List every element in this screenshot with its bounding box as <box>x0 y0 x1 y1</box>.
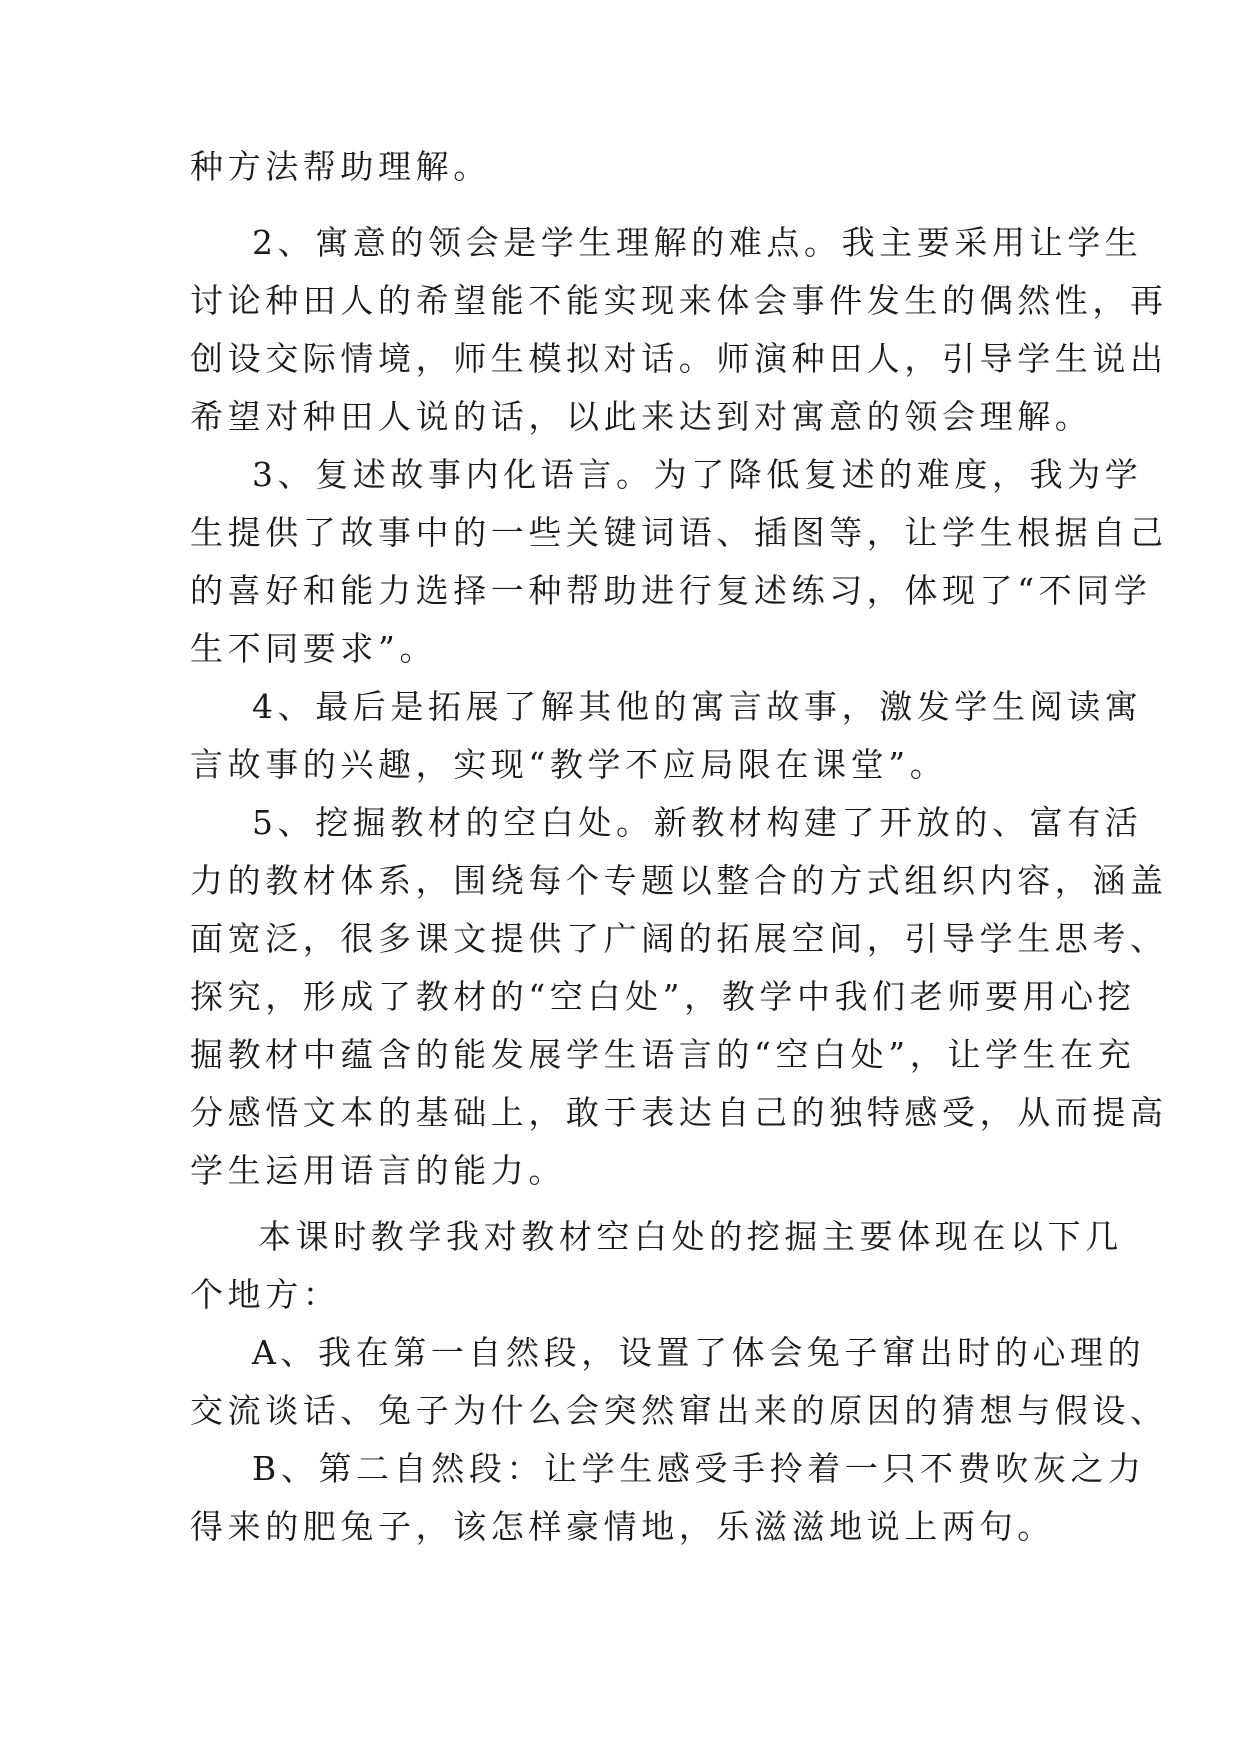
text-line: 生提供了故事中的一些关键词语、插图等，让学生根据自己 <box>190 513 1168 552</box>
text-line: 学生运用语言的能力。 <box>190 1151 566 1190</box>
text-line: 生不同要求”。 <box>190 629 438 668</box>
text-line: B、第二自然段：让学生感受手拎着一只不费吹灰之力 <box>252 1449 1146 1488</box>
text-line: 面宽泛，很多课文提供了广阔的拓展空间，引导学生思考、 <box>190 919 1168 958</box>
text-line: 5、挖掘教材的空白处。新教材构建了开放的、富有活 <box>252 803 1143 842</box>
text-line: A、我在第一自然段，设置了体会兔子窜出时的心理的 <box>252 1333 1146 1372</box>
text-line: 创设交际情境，师生模拟对话。师演种田人，引导学生说出 <box>190 339 1168 378</box>
text-line: 的喜好和能力选择一种帮助进行复述练习，体现了“不同学 <box>190 571 1152 610</box>
text-line: 力的教材体系，围绕每个专题以整合的方式组织内容，涵盖 <box>190 861 1168 900</box>
text-line: 希望对种田人说的话，以此来达到对寓意的领会理解。 <box>190 397 1093 436</box>
text-line: 言故事的兴趣，实现“教学不应局限在课堂”。 <box>190 745 948 784</box>
text-line: 交流谈话、兔子为什么会突然窜出来的原因的猜想与假设、 <box>190 1391 1168 1430</box>
text-line: 讨论种田人的希望能不能实现来体会事件发生的偶然性，再 <box>190 281 1168 320</box>
text-line: 3、复述故事内化语言。为了降低复述的难度，我为学 <box>252 455 1143 494</box>
text-line: 探究，形成了教材的“空白处”，教学中我们老师要用心挖 <box>190 977 1136 1016</box>
text-line: 个地方： <box>190 1275 341 1314</box>
text-line: 种方法帮助理解。 <box>190 147 491 186</box>
text-line: 得来的肥兔子，该怎样豪情地，乐滋滋地说上两句。 <box>190 1507 1055 1546</box>
text-line: 分感悟文本的基础上，敢于表达自己的独特感受，从而提高 <box>190 1093 1168 1132</box>
text-line: 2、寓意的领会是学生理解的难点。我主要采用让学生 <box>252 223 1143 262</box>
text-line: 本课时教学我对教材空白处的挖掘主要体现在以下几 <box>258 1217 1123 1256</box>
text-line: 4、最后是拓展了解其他的寓言故事，激发学生阅读寓 <box>252 687 1143 726</box>
text-line: 掘教材中蕴含的能发展学生语言的“空白处”，让学生在充 <box>190 1035 1136 1074</box>
